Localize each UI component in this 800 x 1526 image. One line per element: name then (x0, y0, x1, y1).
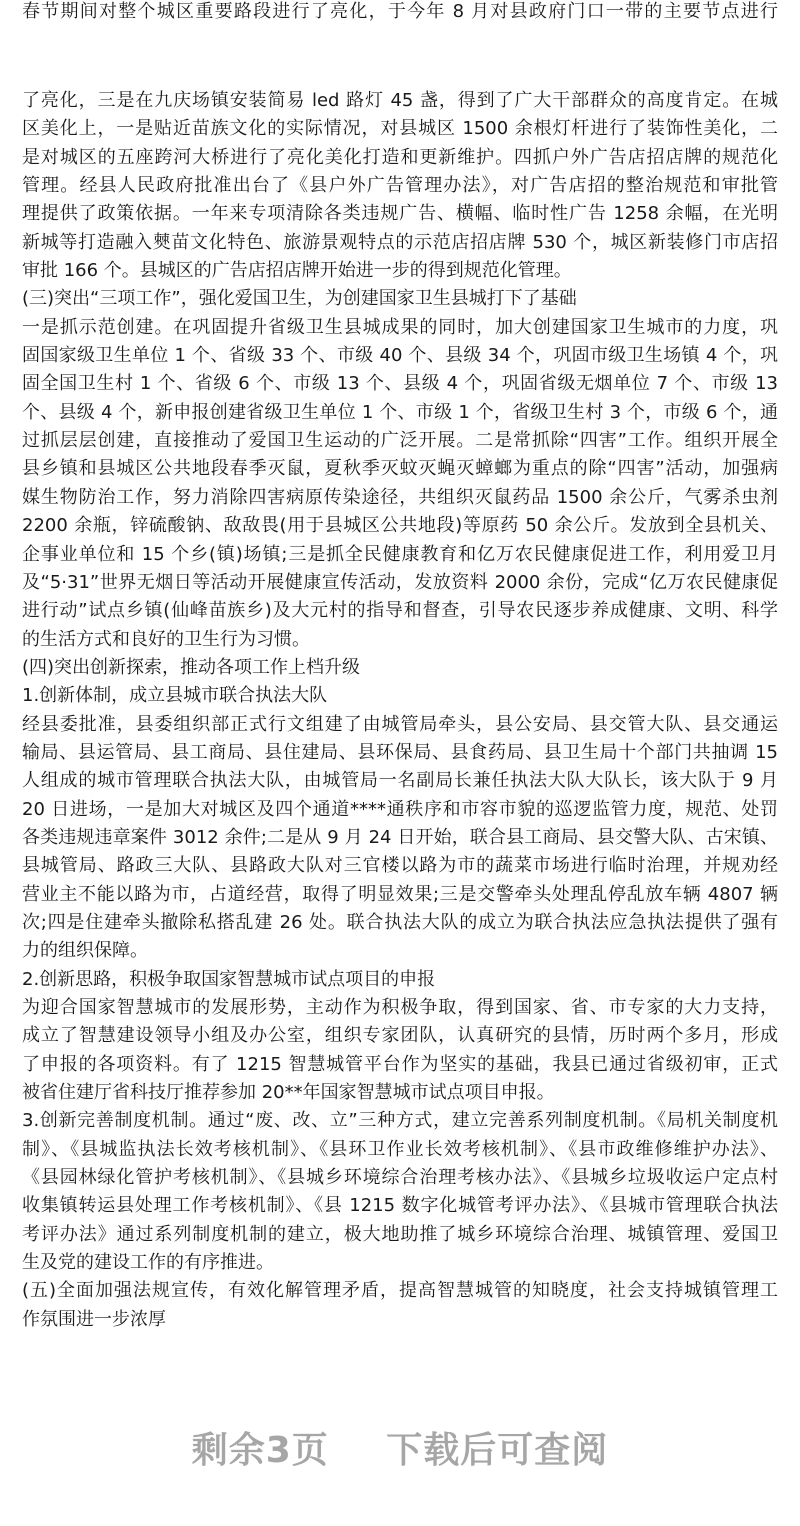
text-line: 进行动”试点乡镇(仙峰苗族乡)及大元村的指导和督查，引导农民逐步养成健康、文明、科学 (22, 600, 778, 622)
text-line: 收集镇转运县处理工作考核机制》、《县 1215 数字化城管考评办法》、《县城市管理联合执法 (22, 1195, 778, 1217)
text-line: 《县园林绿化管护考核机制》、《县城乡环境综合治理考核办法》、《县城乡垃圾收运户定点村 (22, 1167, 778, 1189)
text-line: 企事业单位和 15 个乡(镇)场镇;三是抓全民健康教育和亿万农民健康促进工作，利用爱卫月 (22, 543, 778, 565)
text-line: 的生活方式和良好的卫生行为习惯。 (22, 628, 310, 650)
download-to-view-label[interactable]: 下载后可查阅 (386, 1430, 609, 1471)
document-top-fragment (22, 0, 778, 26)
text-line: 3.创新完善制度机制。通过“废、改、立”三种方式，建立完善系列制度机制。《局机关制度机 (22, 1110, 778, 1132)
text-line: 输局、县运管局、县工商局、县住建局、县环保局、县食药局、县卫生局十个部门共抽调 15 (22, 741, 778, 763)
text-line: 被省住建厅省科技厅推荐参加 20**年国家智慧城市试点项目申报。 (22, 1082, 555, 1104)
text-line: 作氛围进一步浓厚 (22, 1308, 166, 1330)
text-line: 过抓层层创建，直接推动了爱国卫生运动的广泛开展。二是常抓除“四害”工作。组织开展全 (22, 430, 778, 452)
text-line: 媒生物防治工作，努力消除四害病原传染途径，共组织灭鼠药品 1500 余公斤，气雾杀虫剂 (22, 486, 778, 508)
text-line: 2.创新思路，积极争取国家智慧城市试点项目的申报 (22, 968, 436, 990)
text-line: 固全国卫生村 1 个、省级 6 个、市级 13 个、县级 4 个，巩固省级无烟单位 7 个、市级 13 (22, 373, 778, 395)
text-line: 2200 余瓶，锌硫酸钠、敌敌畏(用于县城区公共地段)等原药 50 余公斤。发放到全县机关、 (22, 515, 778, 537)
text-line: 春节期间对整个城区重要路段进行了亮化，于今年 8 月对县政府门口一带的主要节点进行 (22, 1, 778, 22)
text-line: 考评办法》通过系列制度机制的建立，极大地助推了城乡环境综合治理、城镇管理、爱国卫 (22, 1223, 778, 1245)
text-line: 制》、《县城监执法长效考核机制》、《县环卫作业长效考核机制》、《县市政维修维护办法》、 (22, 1138, 778, 1160)
text-line: (四)突出创新探索，推动各项工作上档升级 (22, 656, 361, 678)
text-line: 个、县级 4 个，新申报创建省级卫生单位 1 个、市级 1 个，省级卫生村 3 个，市级 6 个，通 (22, 401, 778, 423)
text-line: 理提供了政策依据。一年来专项清除各类违规广告、横幅、临时性广告 1258 余幅，在光明 (22, 203, 778, 225)
text-line: 新城等打造融入僰苗文化特色、旅游景观特点的示范店招店牌 530 个，城区新装修门市店招 (22, 231, 778, 253)
text-line: 县城管局、路政三大队、县路政大队对三官楼以路为市的蔬菜市场进行临时治理，并规劝经 (22, 855, 778, 877)
text-line: 人组成的城市管理联合执法大队，由城管局一名副局长兼任执法大队大队长，该大队于 9 月 (22, 770, 778, 792)
text-line: 营业主不能以路为市，占道经营，取得了明显效果;三是交警牵头处理乱停乱放车辆 4807 辆 (22, 883, 778, 905)
text-line: 经县委批准，县委组织部正式行文组建了由城管局牵头，县公安局、县交管大队、县交通运 (22, 713, 778, 735)
text-line: 了亮化，三是在九庆场镇安装简易 led 路灯 45 盏，得到了广大干部群众的高度肯定。在城 (22, 90, 778, 111)
text-line: (三)突出“三项工作”，强化爱国卫生，为创建国家卫生县城打下了基础 (22, 288, 577, 310)
text-line: 生及党的建设工作的有序推进。 (22, 1252, 274, 1274)
text-line: 区美化上，一是贴近苗族文化的实际情况，对县城区 1500 余根灯杆进行了装饰性美化，二 (22, 118, 778, 140)
text-line: 是对城区的五座跨河大桥进行了亮化美化打造和更新维护。四抓户外广告店招店牌的规范化 (22, 146, 778, 168)
text-line: 为迎合国家智慧城市的发展形势，主动作为积极争取，得到国家、省、市专家的大力支持， (22, 997, 778, 1018)
text-line: (五)全面加强法规宣传，有效化解管理矛盾，提高智慧城管的知晓度，社会支持城镇管理工 (22, 1280, 778, 1302)
text-line: 20 日进场，一是加大对城区及四个通道****通秩序和市容市貌的巡逻监管力度，规范、处罚 (22, 798, 778, 820)
text-line: 县乡镇和县城区公共地段春季灭鼠，夏秋季灭蚊灭蝇灭蟑螂为重点的除“四害”活动，加强病 (22, 458, 778, 480)
text-line: 及“5·31”世界无烟日等活动开展健康宣传活动，发放资料 2000 余份，完成“亿万农民健康促 (22, 571, 778, 593)
remaining-pages-label[interactable]: 剩余3页 (191, 1430, 329, 1471)
text-line: 次;四是住建牵头撤除私搭乱建 26 处。联合执法大队的成立为联合执法应急执法提供了强有 (22, 911, 778, 933)
text-line: 各类违规违章案件 3012 余件;二是从 9 月 24 日开始，联合县工商局、县交警大队、古宋镇、 (22, 826, 778, 848)
document-body (22, 87, 778, 1334)
text-line: 一是抓示范创建。在巩固提升省级卫生县城成果的同时，加大创建国家卫生城市的力度，巩 (22, 316, 778, 338)
text-line: 了申报的各项资料。有了 1215 智慧城管平台作为坚实的基础，我县已通过省级初审，正式 (22, 1053, 778, 1075)
text-line: 审批 166 个。县城区的广告店招店牌开始进一步的得到规范化管理。 (22, 260, 572, 282)
text-line: 固国家级卫生单位 1 个、省级 33 个、市级 40 个、县级 34 个，巩固市级卫生场镇 4 个，巩 (22, 345, 778, 367)
text-line: 成立了智慧建设领导小组及办公室，组织专家团队，认真研究的县情，历时两个多月，形成 (22, 1025, 778, 1047)
text-line: 力的组织保障。 (22, 940, 148, 962)
text-line: 管理。经县人民政府批准出台了《县户外广告管理办法》，对广告店招的整治规范和审批管 (22, 175, 778, 197)
download-prompt[interactable] (0, 1422, 800, 1473)
text-line: 1.创新体制，成立县城市联合执法大队 (22, 685, 328, 707)
